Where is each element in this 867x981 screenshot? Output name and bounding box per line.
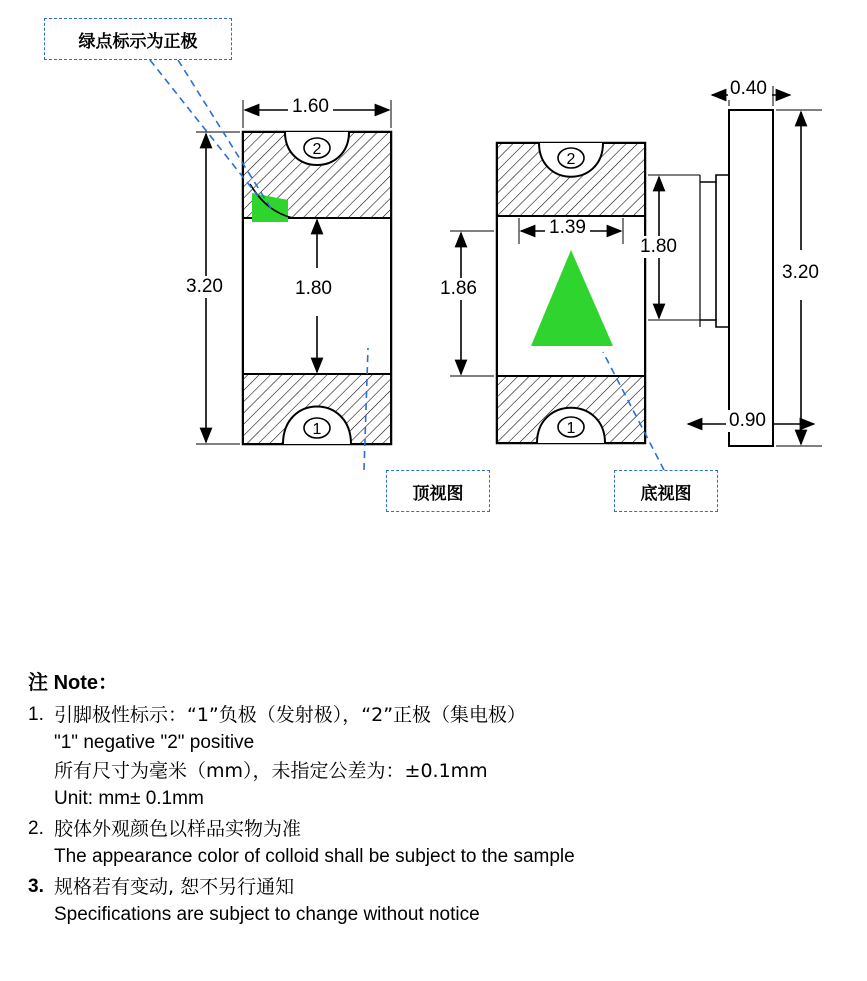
svg-text:1: 1 xyxy=(312,421,322,438)
dim-top-inner-height: 1.80 xyxy=(292,278,335,300)
notes-title-cn: 注 xyxy=(28,670,48,694)
note-item xyxy=(28,815,848,871)
note-line: 引脚极性标示：“1”负极（发射极），“2”正极（集电极） xyxy=(54,704,527,726)
note-item xyxy=(28,873,848,929)
notes-section xyxy=(28,668,848,931)
note-line: "1" negative "2" positive xyxy=(54,732,255,753)
svg-text:1: 1 xyxy=(566,420,576,437)
note-line: Unit: mm± 0.1mm xyxy=(54,788,204,809)
dim-side-top: 0.40 xyxy=(730,78,767,99)
dim-bottom-body-height: 1.86 xyxy=(437,278,480,300)
note-body xyxy=(54,873,848,929)
note-number: 1. xyxy=(28,704,44,725)
dim-top-width: 1.60 xyxy=(288,96,333,118)
svg-text:2: 2 xyxy=(566,151,576,168)
note-number: 3. xyxy=(28,876,44,897)
svg-text:2: 2 xyxy=(312,141,322,158)
dim-top-overall-height: 3.20 xyxy=(183,276,226,298)
note-body xyxy=(54,701,848,813)
callout-bottom-view: 底视图 xyxy=(614,470,718,512)
notes-title-en: Note： xyxy=(53,672,119,694)
note-line: 胶体外观颜色以样品实物为准 xyxy=(54,818,302,840)
note-line: The appearance color of colloid shall be subject to the sample xyxy=(54,846,575,867)
dim-bottom-triangle-width: 1.39 xyxy=(545,217,590,239)
dim-side-inner-height: 1.80 xyxy=(637,236,680,258)
dim-side-bottom: 0.90 xyxy=(726,410,769,432)
note-item xyxy=(28,701,848,813)
note-number: 2. xyxy=(28,818,44,839)
note-line: Specifications are subject to change without notice xyxy=(54,904,480,925)
top-view-group xyxy=(196,100,391,444)
note-body xyxy=(54,815,848,871)
note-line: 规格若有变动, 恕不另行通知 xyxy=(54,876,295,898)
callout-green-dot: 绿点标示为正极 xyxy=(44,18,232,60)
note-line: 所有尺寸为毫米（mm），未指定公差为：±0.1mm xyxy=(54,760,488,782)
notes-title xyxy=(28,668,848,697)
callout-top-view: 顶视图 xyxy=(386,470,490,512)
dim-side-overall-height: 3.20 xyxy=(779,262,822,284)
